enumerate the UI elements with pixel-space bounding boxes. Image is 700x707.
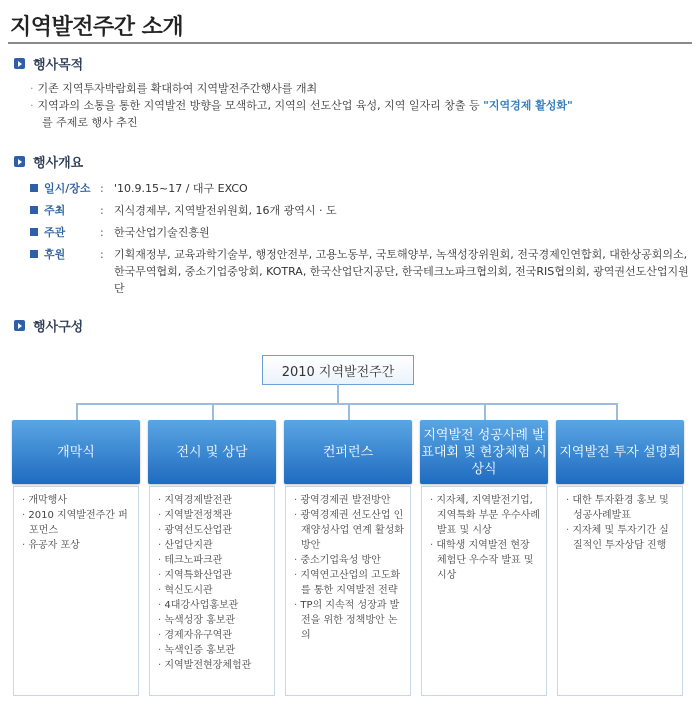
list-item: · 산업단지관	[158, 538, 270, 553]
connector-line	[616, 403, 618, 421]
diagram-column-body	[285, 486, 411, 696]
overview-key	[30, 246, 100, 297]
purpose-line-text: 기존 지역투자박람회를 확대하여 지역발전주간행사를 개최	[37, 82, 318, 95]
diagram-column-header: 지역발전 투자 설명회	[556, 420, 684, 484]
diagram-column-body	[149, 486, 275, 696]
purpose-line: · 기존 지역투자박람회를 확대하여 지역발전주간행사를 개최	[30, 82, 318, 95]
overview-key-label: 주최	[44, 204, 66, 217]
overview-sep: :	[100, 248, 104, 261]
diagram-column-header: 컨퍼런스	[284, 420, 412, 484]
list-item: · 지역경제발전관	[158, 493, 270, 508]
diagram-column-body	[421, 486, 547, 696]
list-item: · 광역선도산업관	[158, 523, 270, 538]
connector-line	[337, 384, 339, 404]
list-item: · 경제자유구역관	[158, 628, 270, 643]
list-item: · 녹색성장 홍보관	[158, 613, 270, 628]
overview-key	[30, 180, 100, 197]
diagram-column-header: 개막식	[12, 420, 140, 484]
overview-key-label: 주관	[44, 226, 66, 239]
purpose-text	[30, 80, 680, 131]
section-heading-purpose	[14, 54, 83, 73]
section-arrow-icon	[14, 320, 25, 331]
overview-key-label: 일시/장소	[44, 182, 91, 195]
section-arrow-icon	[14, 58, 25, 69]
overview-key-label: 후원	[44, 248, 66, 261]
overview-value: '10.9.15~17 / 대구 EXCO	[114, 182, 248, 195]
title-divider	[8, 42, 692, 44]
overview-key	[30, 202, 100, 219]
connector-line	[212, 403, 214, 421]
list-item: · 광역경제권 선도산업 인재양성사업 연계 활성화 방안	[294, 508, 406, 553]
overview-sep: :	[100, 204, 104, 217]
list-item: · 지역연고산업의 고도화를 통한 지역발전 전략	[294, 568, 406, 598]
list-item: · 중소기업육성 방안	[294, 553, 406, 568]
overview-row	[30, 224, 690, 241]
overview-row	[30, 202, 690, 219]
section-heading-label: 행사개요	[33, 156, 84, 171]
purpose-highlight: "지역경제 활성화"	[483, 99, 573, 112]
section-heading-structure	[14, 316, 83, 335]
diagram-center-node: 2010 지역발전주간	[262, 355, 414, 385]
list-item: · TP의 지속적 성장과 발전을 위한 정책방안 논의	[294, 598, 406, 643]
bullet-square-icon	[30, 228, 38, 236]
section-heading-label: 행사구성	[33, 320, 84, 335]
list-item: · 테크노파크관	[158, 553, 270, 568]
page-title: 지역발전주간 소개	[10, 15, 184, 40]
list-item: · 2010 지역발전주간 퍼포먼스	[22, 508, 134, 538]
list-item: · 개막행사	[22, 493, 134, 508]
purpose-line-text: 지역과의 소통을 통한 지역발전 방향을 모색하고, 지역의 선도산업 육성, 지역 일자리 창출 등	[37, 99, 484, 112]
bullet-square-icon	[30, 184, 38, 192]
section-arrow-icon	[14, 156, 25, 167]
overview-row	[30, 180, 690, 197]
section-heading-overview	[14, 152, 83, 171]
list-item: · 혁신도시관	[158, 583, 270, 598]
list-item: · 지역발전현장체험관	[158, 658, 270, 673]
overview-list	[30, 180, 690, 302]
list-item: · 유공자 포상	[22, 538, 134, 553]
diagram-column-header: 전시 및 상담	[148, 420, 276, 484]
overview-row	[30, 246, 690, 297]
list-item: · 대학생 지역발전 현장 체험단 우수작 발표 및 시상	[430, 538, 542, 583]
diagram-column-body	[13, 486, 139, 696]
overview-key	[30, 224, 100, 241]
diagram-column-body	[557, 486, 683, 696]
connector-line	[348, 403, 350, 421]
section-heading-label: 행사목적	[33, 58, 84, 73]
list-item: · 지자체, 지역발전기업, 지역특화 부문 우수사례 발표 및 시상	[430, 493, 542, 538]
overview-value: 한국산업기술진흥원	[114, 226, 210, 239]
list-item: · 광역경제권 발전방안	[294, 493, 406, 508]
list-item: · 지자체 및 투자기간 실질적인 투자상담 진행	[566, 523, 678, 553]
list-item: · 녹색인증 홍보관	[158, 643, 270, 658]
bullet-square-icon	[30, 250, 38, 258]
list-item: · 대한 투자환경 홍보 및 성공사례발표	[566, 493, 678, 523]
connector-line	[484, 403, 486, 421]
overview-sep: :	[100, 182, 104, 195]
overview-value: 지식경제부, 지역발전위원회, 16개 광역시 · 도	[114, 204, 337, 217]
list-item: · 지역발전정책관	[158, 508, 270, 523]
connector-line	[76, 403, 78, 421]
overview-sep: :	[100, 226, 104, 239]
overview-value: 기획재정부, 교육과학기술부, 행정안전부, 고용노동부, 국토해양부, 녹색성장위원회, 전국경제인연합회, 대한상공회의소, 한국무역협회, 중소기업중앙회, KOTRA, 한국산업단지공단, 한국테크노파크협의회, 전국RIS협의회, 광역권선도산업지원단	[114, 248, 689, 295]
purpose-line: · 지역과의 소통을 통한 지역발전 방향을 모색하고, 지역의 선도산업 육성, 지역 일자리 창출 등 "지역경제 활성화" 를 주제로 행사 추진	[30, 99, 573, 129]
diagram-column-header: 지역발전 성공사례 발표대회 및 현장체험 시상식	[420, 420, 548, 484]
connector-line	[76, 403, 616, 405]
list-item: · 지역특화산업관	[158, 568, 270, 583]
bullet-square-icon	[30, 206, 38, 214]
list-item: · 4대강사업홍보관	[158, 598, 270, 613]
purpose-line-text: 를 주제로 행사 추진	[42, 116, 138, 129]
